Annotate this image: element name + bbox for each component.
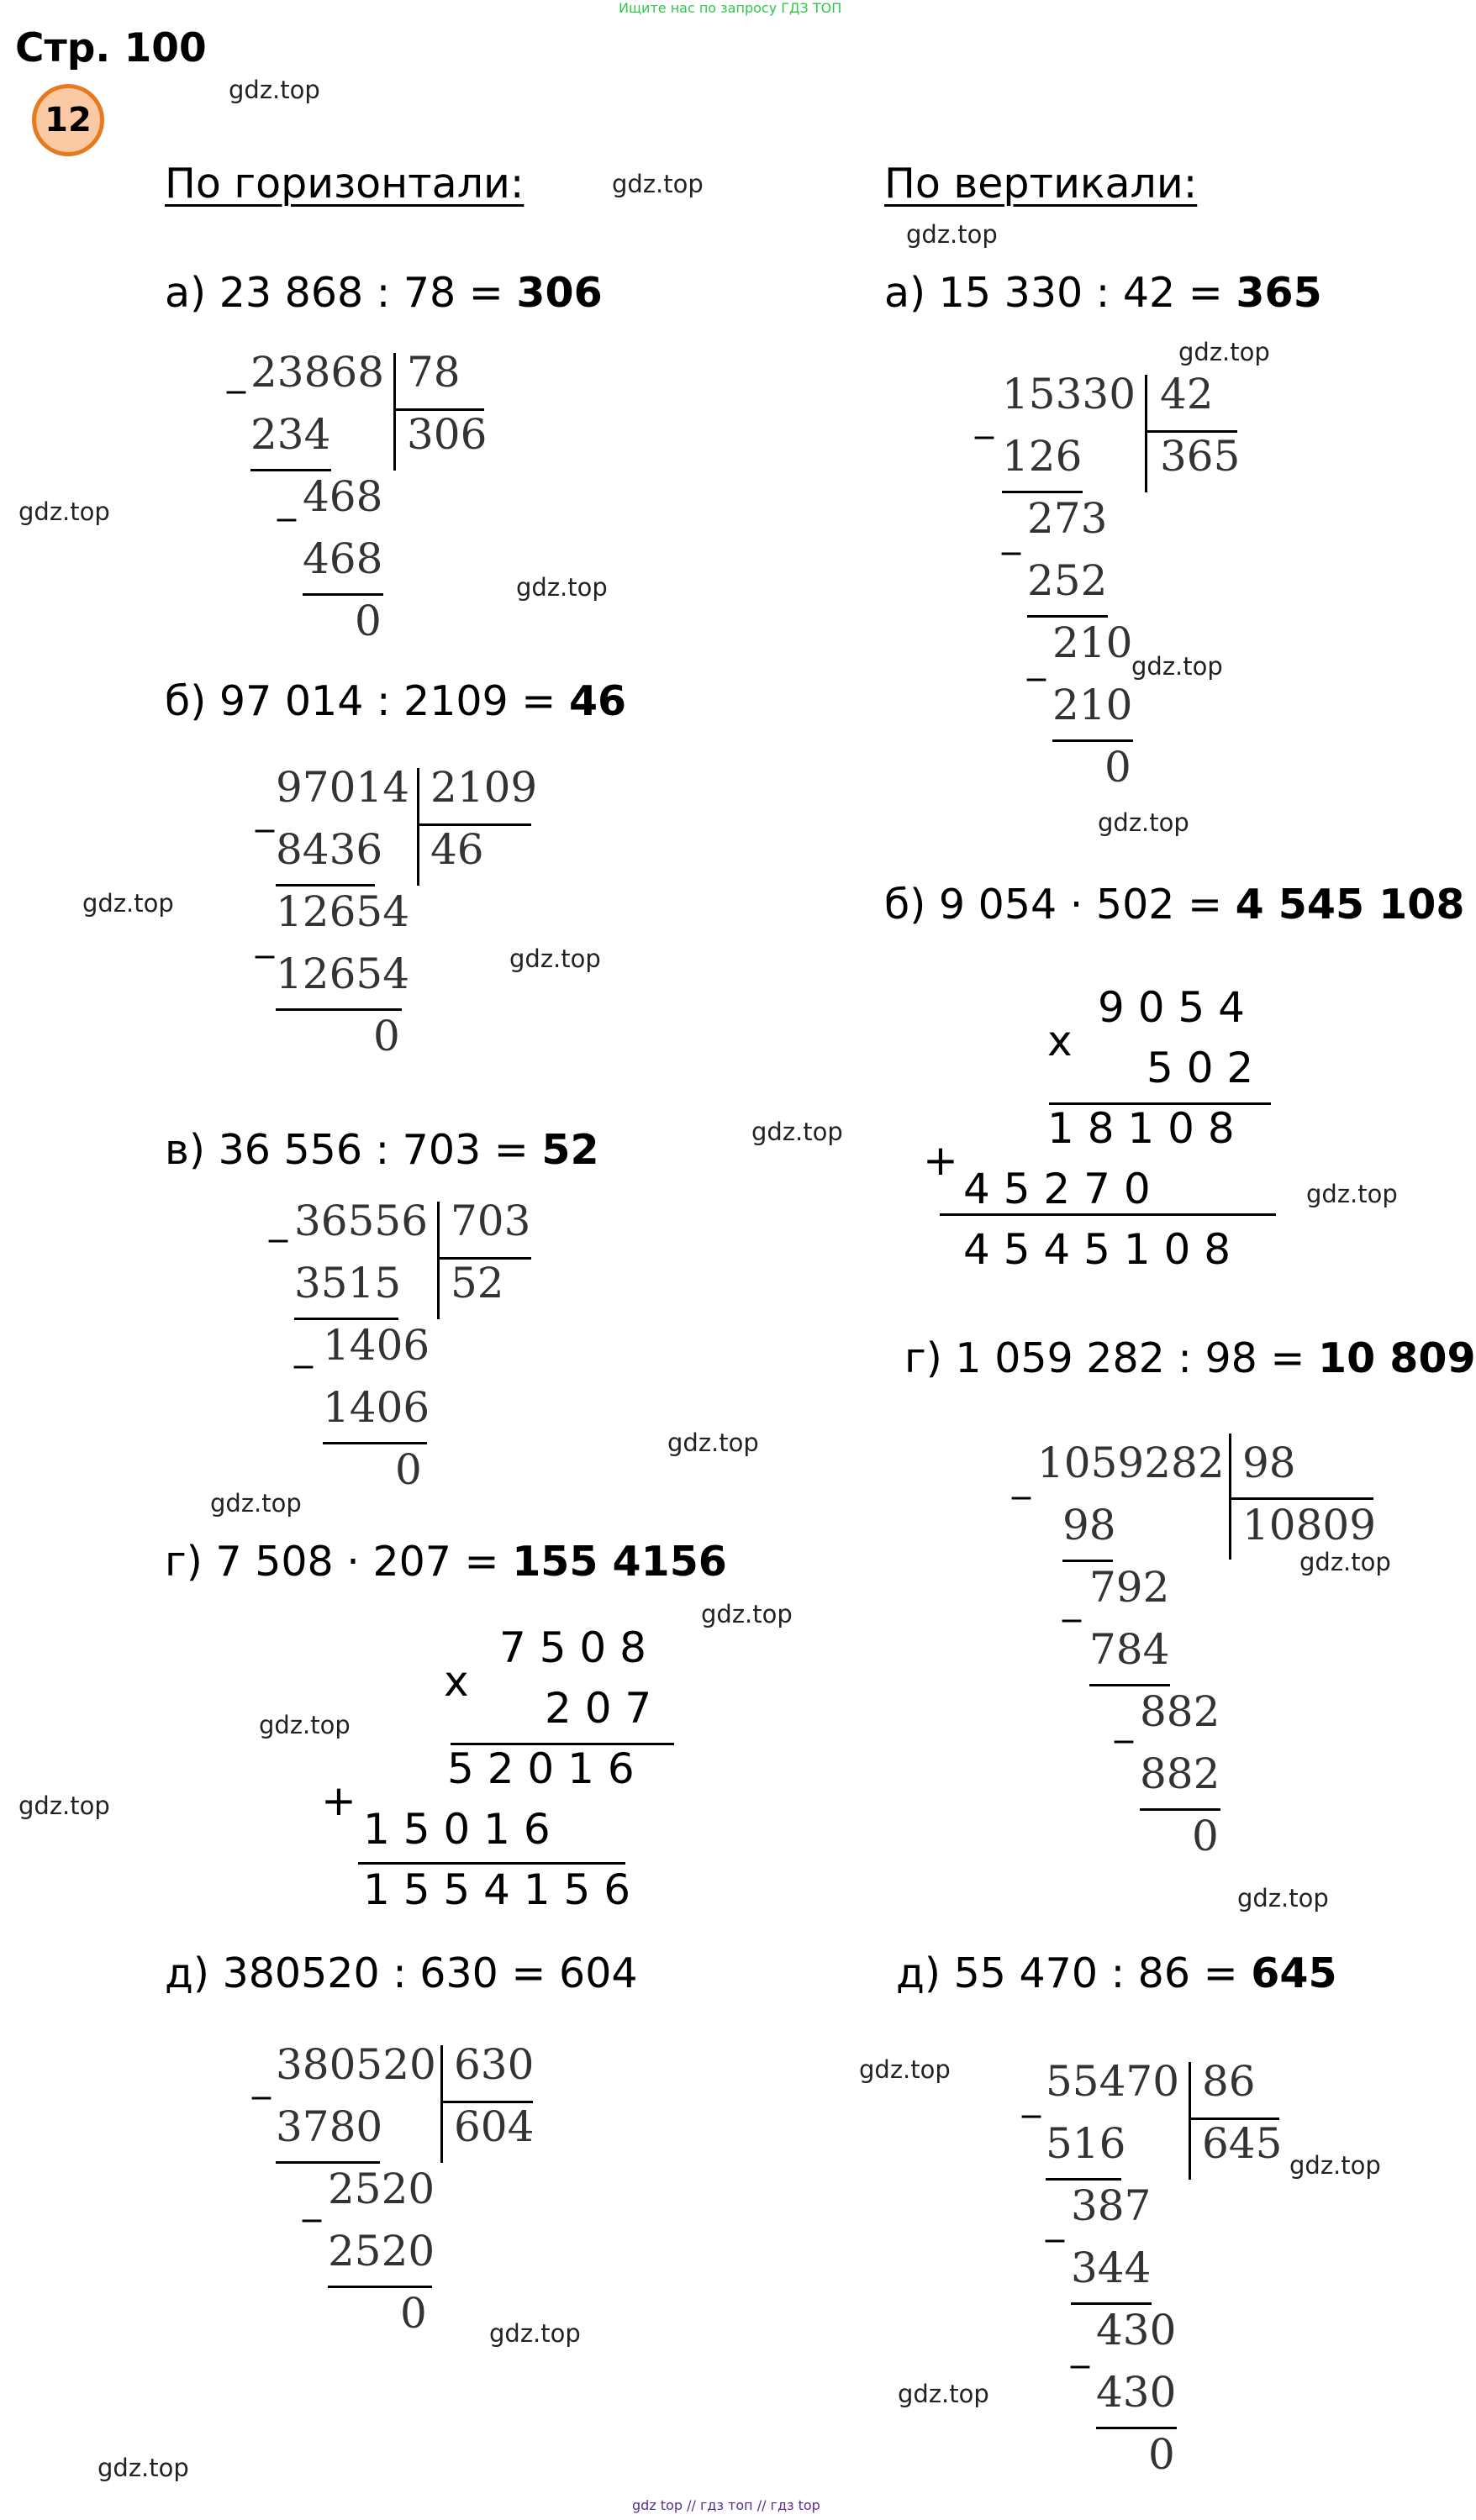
- multiply-sign: x: [444, 1657, 469, 1706]
- step: 3780: [276, 2102, 383, 2151]
- step: 430: [1096, 2368, 1177, 2417]
- step: 12654: [276, 887, 410, 936]
- divisor: 78: [407, 348, 461, 397]
- watermark: gdz.top: [98, 2454, 189, 2482]
- quotient: 365: [1160, 432, 1241, 481]
- step: 0: [355, 597, 382, 645]
- step: 2520: [328, 2227, 435, 2275]
- step: 273: [1027, 494, 1108, 543]
- watermark: gdz.top: [509, 944, 601, 973]
- task-h-b: б) 97 014 : 2109 = 46: [165, 677, 627, 725]
- step: 234: [250, 410, 331, 459]
- task-v-b: б) 9 054 · 502 = 4 545 108: [884, 881, 1465, 929]
- dividend: 380520: [276, 2040, 436, 2089]
- heading-vertical: По вертикали:: [884, 160, 1198, 208]
- partial-product-1: 5 2 0 1 6: [447, 1744, 635, 1793]
- task-number-badge: 12: [32, 84, 104, 156]
- dividend: 36556: [294, 1197, 429, 1245]
- heading-horizontal: По горизонтали:: [165, 160, 525, 208]
- watermark: gdz.top: [701, 1600, 793, 1628]
- dividend: 23868: [250, 348, 385, 397]
- step: 0: [1104, 743, 1131, 792]
- step: 8436: [276, 825, 383, 874]
- quotient: 306: [407, 410, 488, 459]
- task-h-d: д) 380520 : 630 = 604: [165, 1949, 638, 1997]
- step: 0: [400, 2289, 427, 2338]
- factor-2: 5 0 2: [1147, 1044, 1254, 1092]
- dividend: 55470: [1046, 2057, 1180, 2106]
- search-banner: Ищите нас по запросу ГДЗ ТОП: [619, 0, 842, 16]
- factor-1: 9 0 5 4: [1098, 983, 1245, 1032]
- divisor: 2109: [430, 763, 538, 812]
- footer-links: gdz top // гдз топ // гдз top: [632, 2497, 820, 2513]
- divisor: 98: [1242, 1439, 1296, 1487]
- step: 344: [1071, 2244, 1152, 2292]
- factor-2: 2 0 7: [545, 1684, 652, 1733]
- task-h-a: а) 23 868 : 78 = 306: [165, 269, 603, 317]
- watermark: gdz.top: [1131, 652, 1223, 681]
- divisor: 703: [451, 1197, 531, 1245]
- step: 468: [303, 472, 383, 521]
- watermark: gdz.top: [612, 170, 704, 198]
- step: 882: [1140, 1749, 1220, 1798]
- divisor: 86: [1202, 2057, 1256, 2106]
- partial-product-2: 4 5 2 7 0: [963, 1165, 1151, 1213]
- step: 2520: [328, 2165, 435, 2213]
- watermark: gdz.top: [1289, 2151, 1381, 2180]
- step: 252: [1027, 556, 1108, 605]
- watermark: gdz.top: [1178, 338, 1270, 366]
- watermark: gdz.top: [667, 1428, 759, 1457]
- step: 0: [1192, 1812, 1219, 1860]
- divisor: 42: [1160, 370, 1214, 418]
- plus-sign: +: [923, 1136, 958, 1185]
- watermark: gdz.top: [1098, 808, 1189, 837]
- task-v-g: г) 1 059 282 : 98 = 10 809: [904, 1334, 1476, 1382]
- step: 516: [1046, 2119, 1126, 2168]
- watermark: gdz.top: [1237, 1884, 1329, 1912]
- watermark: gdz.top: [906, 220, 998, 249]
- task-v-d: д) 55 470 : 86 = 645: [896, 1949, 1337, 1997]
- dividend: 15330: [1002, 370, 1136, 418]
- watermark: gdz.top: [259, 1711, 351, 1739]
- step: 784: [1089, 1625, 1170, 1674]
- step: 1406: [323, 1383, 430, 1432]
- factor-1: 7 5 0 8: [499, 1623, 646, 1672]
- step: 387: [1071, 2181, 1152, 2230]
- task-h-g: г) 7 508 · 207 = 155 4156: [165, 1538, 727, 1586]
- multiply-sign: x: [1047, 1017, 1073, 1065]
- watermark: gdz.top: [18, 497, 110, 526]
- step: 430: [1096, 2306, 1177, 2354]
- step: 3515: [294, 1259, 402, 1307]
- watermark: gdz.top: [859, 2055, 951, 2084]
- partial-product-1: 1 8 1 0 8: [1047, 1104, 1235, 1153]
- watermark: gdz.top: [82, 889, 174, 918]
- quotient: 46: [430, 825, 484, 874]
- step: 1406: [323, 1321, 430, 1370]
- watermark: gdz.top: [751, 1118, 843, 1146]
- partial-product-2: 1 5 0 1 6: [363, 1805, 551, 1854]
- watermark: gdz.top: [210, 1489, 302, 1518]
- product: 4 5 4 5 1 0 8: [963, 1225, 1231, 1274]
- watermark: gdz.top: [1299, 1548, 1391, 1576]
- step: 98: [1062, 1501, 1116, 1549]
- step: 0: [1148, 2430, 1175, 2479]
- watermark: gdz.top: [229, 76, 320, 104]
- watermark: gdz.top: [489, 2319, 581, 2348]
- quotient: 645: [1202, 2119, 1283, 2168]
- step: 0: [373, 1012, 400, 1060]
- watermark: gdz.top: [18, 1791, 110, 1820]
- step: 792: [1089, 1563, 1170, 1612]
- step: 468: [303, 534, 383, 583]
- watermark: gdz.top: [1306, 1180, 1398, 1208]
- step: 210: [1052, 618, 1133, 667]
- quotient: 604: [454, 2102, 535, 2151]
- plus-sign: +: [321, 1776, 356, 1825]
- dividend: 97014: [276, 763, 410, 812]
- dividend: 1059282: [1037, 1439, 1225, 1487]
- step: 126: [1002, 432, 1083, 481]
- page-title: Стр. 100: [15, 25, 207, 71]
- product: 1 5 5 4 1 5 6: [363, 1865, 631, 1914]
- quotient: 10809: [1242, 1501, 1377, 1549]
- divisor: 630: [454, 2040, 535, 2089]
- step: 882: [1140, 1687, 1220, 1736]
- quotient: 52: [451, 1259, 504, 1307]
- task-h-v: в) 36 556 : 703 = 52: [165, 1126, 599, 1174]
- step: 210: [1052, 681, 1133, 729]
- watermark: gdz.top: [516, 573, 608, 602]
- task-v-a: а) 15 330 : 42 = 365: [884, 269, 1322, 317]
- watermark: gdz.top: [898, 2380, 989, 2408]
- step: 12654: [276, 950, 410, 998]
- step: 0: [395, 1445, 422, 1494]
